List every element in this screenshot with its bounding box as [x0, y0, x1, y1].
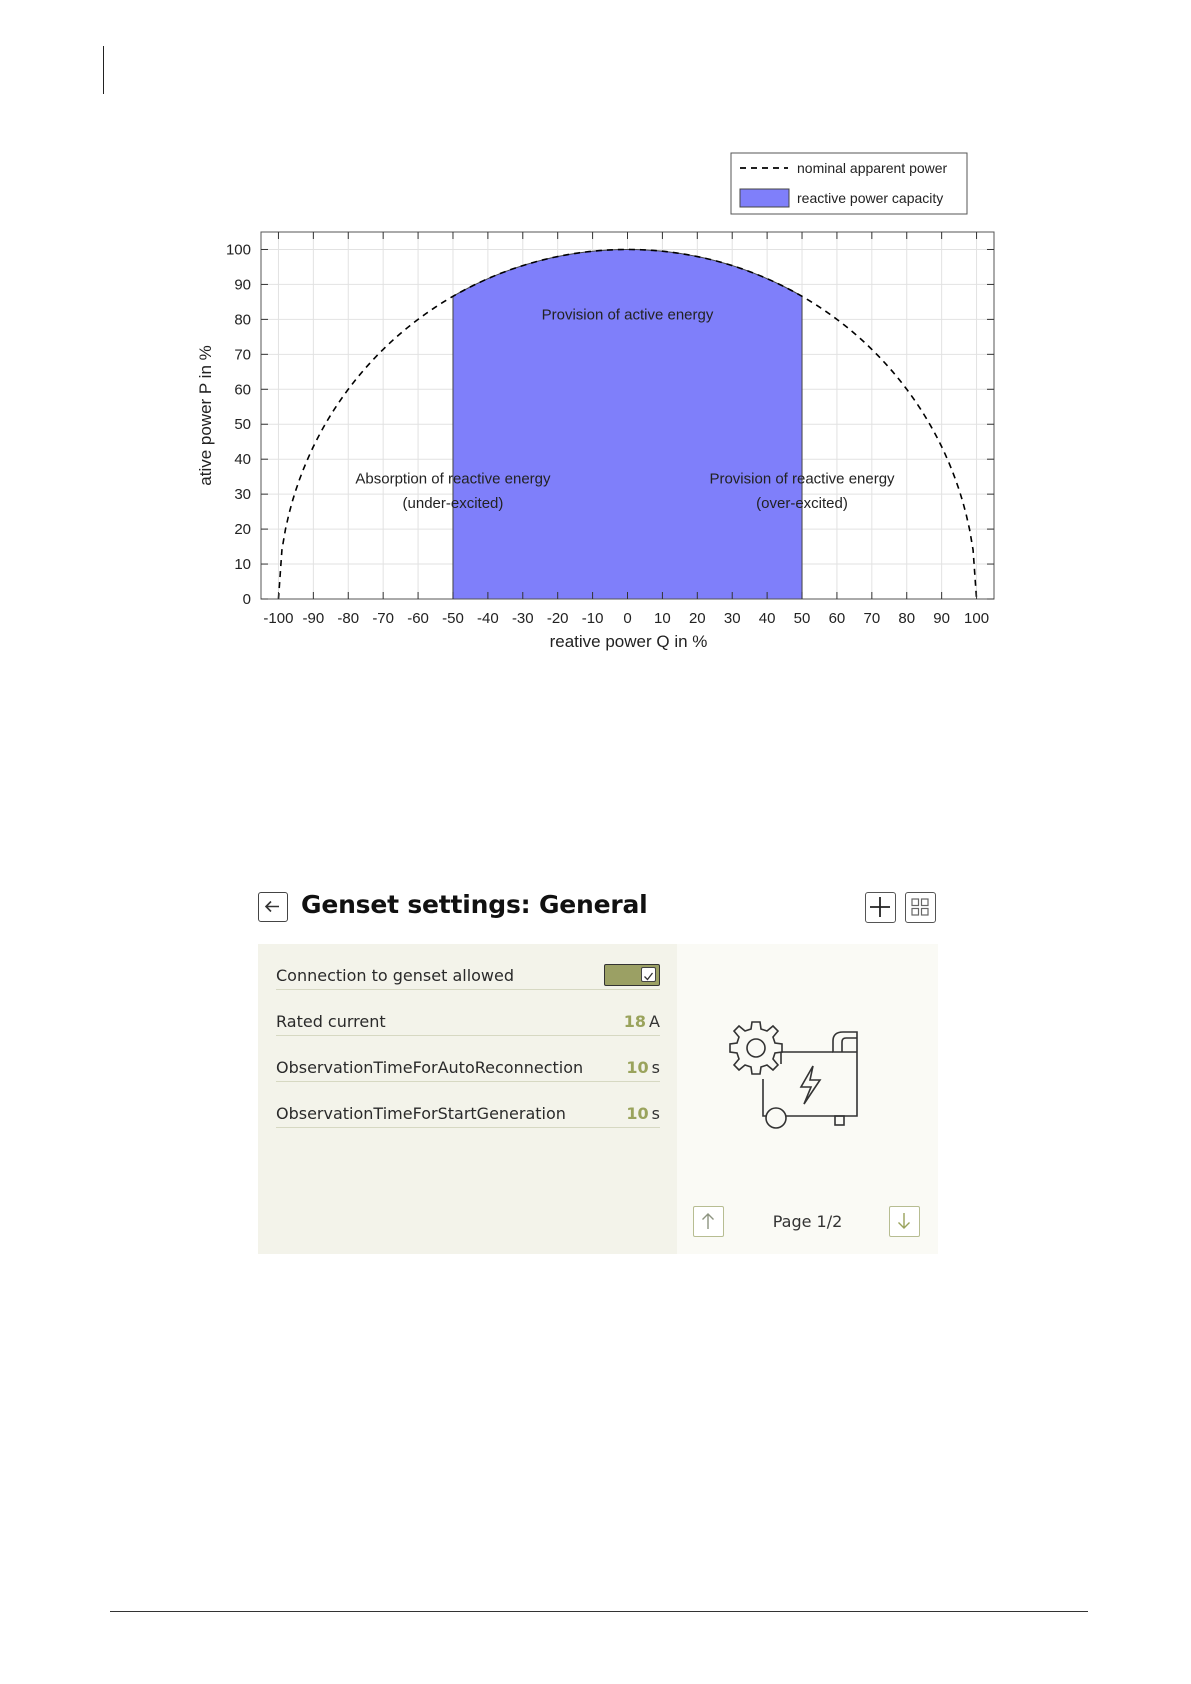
setting-label: Rated current [276, 1012, 386, 1031]
setting-value [624, 1012, 660, 1031]
x-tick-label: 90 [933, 610, 950, 627]
connection-allowed-toggle[interactable] [604, 964, 660, 986]
settings-panel [258, 944, 938, 1254]
y-tick-label: 10 [234, 556, 251, 574]
annotation-label: (over-excited) [756, 495, 848, 513]
x-tick-label: -30 [511, 610, 534, 627]
x-tick-label: 40 [758, 610, 776, 627]
check-icon [642, 970, 655, 983]
value-number: 10 [626, 1104, 649, 1123]
legend-label-nominal: nominal apparent power [797, 160, 948, 176]
x-tick-label: 60 [828, 610, 846, 627]
settings-list [276, 944, 660, 1128]
value-number: 10 [626, 1058, 649, 1077]
y-tick-label: 70 [234, 346, 251, 364]
x-tick-label: 0 [623, 610, 632, 627]
annotation-label: (under-excited) [402, 495, 504, 513]
x-tick-label: 100 [964, 610, 990, 627]
grid-view-button[interactable] [905, 892, 936, 923]
legend-label-capacity: reactive power capacity [797, 190, 944, 206]
page-title: Genset settings: General [301, 890, 648, 919]
y-tick-label: 90 [234, 276, 251, 294]
x-tick-label: -50 [442, 610, 464, 627]
y-tick-label: 20 [234, 521, 251, 539]
setting-row-auto-reconnection[interactable] [276, 1036, 660, 1082]
value-unit: A [649, 1012, 660, 1031]
x-tick-label: -10 [581, 610, 604, 627]
back-button[interactable] [258, 892, 288, 922]
y-tick-label: 30 [234, 486, 251, 504]
setting-label: Connection to genset allowed [276, 966, 515, 985]
value-unit: s [651, 1058, 660, 1077]
x-tick-label: 30 [723, 610, 741, 627]
y-tick-label: 100 [225, 241, 251, 259]
annotation-label: Provision of active energy [541, 306, 714, 324]
setting-row-start-generation[interactable] [276, 1082, 660, 1128]
grid-icon [906, 893, 934, 921]
genset-icon [725, 1014, 875, 1144]
x-tick-label: -40 [477, 610, 499, 627]
x-tick-label: -80 [337, 610, 360, 627]
setting-row-rated-current[interactable] [276, 990, 660, 1036]
capacity-area [453, 249, 802, 599]
x-tick-label: 70 [863, 610, 881, 627]
x-tick-label: 80 [898, 610, 916, 627]
legend-swatch-capacity [740, 189, 789, 207]
y-tick-label: 40 [234, 451, 251, 469]
add-button[interactable] [865, 892, 896, 923]
reactive-power-chart [0, 0, 1191, 700]
y-tick-label: 50 [234, 416, 251, 434]
screen-header [258, 888, 938, 938]
setting-value [626, 1058, 660, 1077]
x-tick-label: -20 [546, 610, 569, 627]
annotation-label: Absorption of reactive energy [355, 470, 551, 488]
plus-icon [866, 893, 894, 921]
page-indicator: Page 1/2 [772, 1212, 843, 1231]
setting-label: ObservationTimeForAutoReconnection [276, 1058, 584, 1077]
x-tick-label: -100 [263, 610, 294, 627]
setting-label: ObservationTimeForStartGeneration [276, 1104, 566, 1123]
x-axis-label: reative power Q in % [549, 632, 708, 651]
y-tick-label: 80 [234, 311, 251, 329]
x-tick-label: 20 [688, 610, 706, 627]
x-tick-label: 10 [654, 610, 671, 627]
setting-row-connection-allowed [276, 944, 660, 990]
y-tick-label: 0 [242, 591, 251, 608]
y-tick-label: 60 [234, 381, 251, 399]
annotation-label: Provision of reactive energy [709, 470, 895, 488]
arrow-left-icon [259, 893, 286, 920]
value-number: 18 [623, 1012, 647, 1031]
footer-line [110, 1611, 1088, 1612]
y-axis-label: ative power P in % [196, 345, 215, 486]
x-tick-label: -70 [372, 610, 395, 627]
arrow-down-icon [890, 1207, 918, 1235]
illustration-panel [677, 944, 938, 1254]
x-tick-label: -60 [407, 610, 429, 627]
checkbox-knob [641, 967, 656, 982]
page-down-button[interactable] [889, 1206, 920, 1237]
genset-settings-screen [258, 888, 938, 1231]
x-tick-label: -90 [302, 610, 325, 627]
value-unit: s [651, 1104, 660, 1123]
x-tick-label: 50 [793, 610, 811, 627]
setting-value [626, 1104, 660, 1123]
